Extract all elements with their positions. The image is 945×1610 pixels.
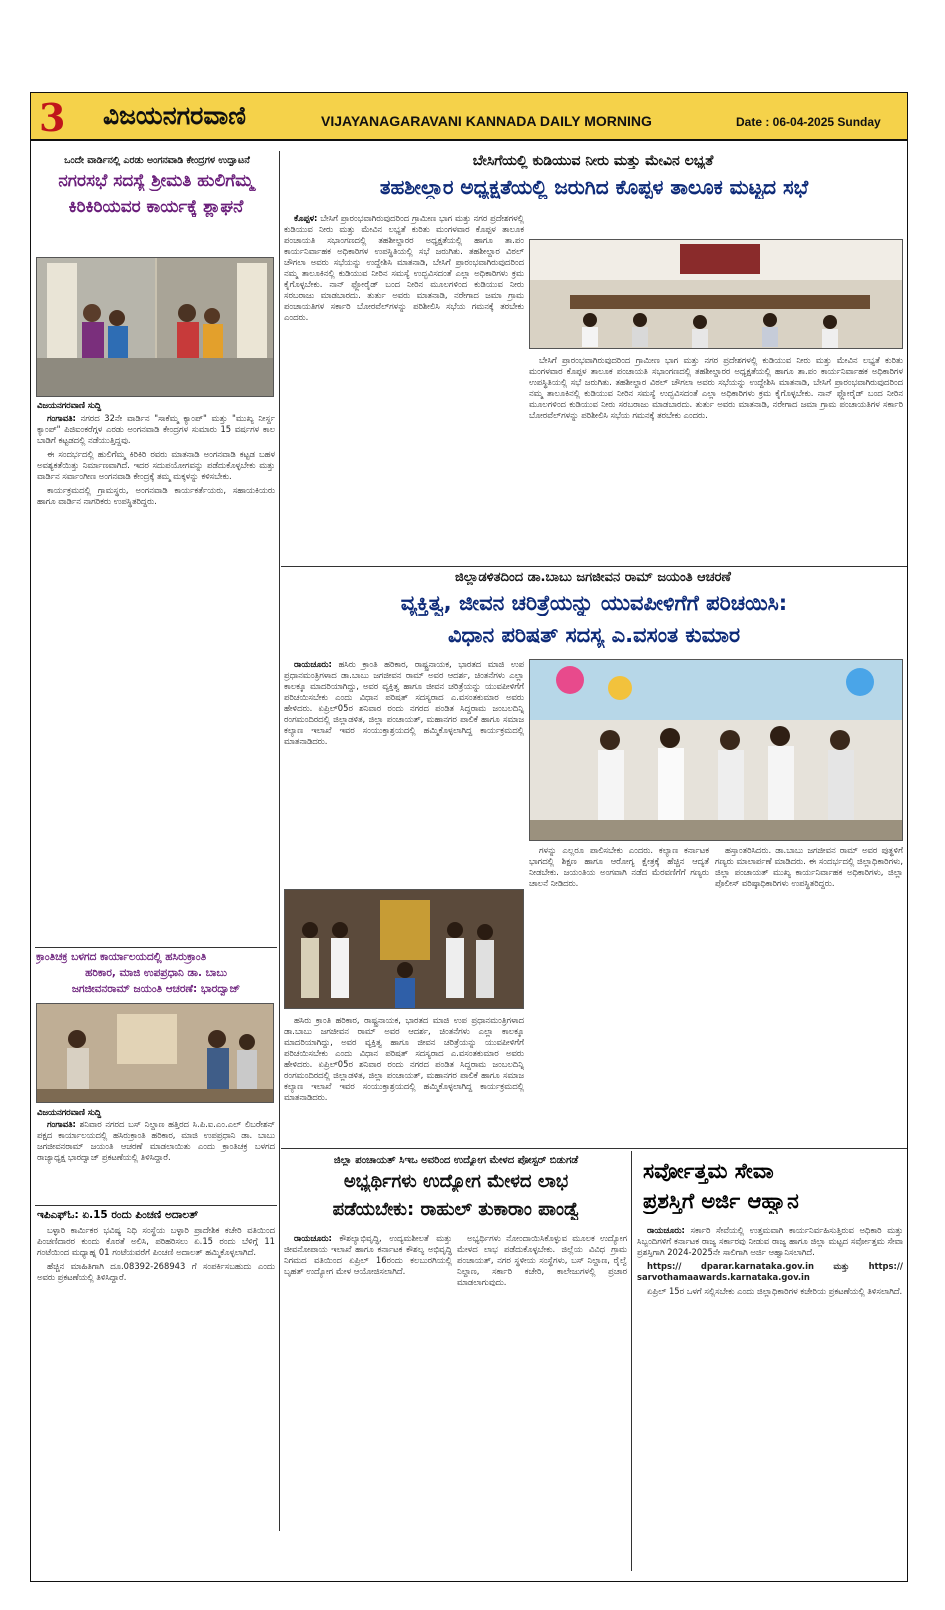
mid-story-body bbox=[284, 659, 524, 881]
row-divider bbox=[281, 1148, 907, 1149]
row-divider bbox=[281, 566, 907, 567]
left-story2-headline-1: ಕ್ರಾಂತಿಚಕ್ರ ಬಳಗದ ಕಾರ್ಯಾಲಯದಲ್ಲಿ ಹಸಿರುಕ್ರಾಂತಿ bbox=[36, 951, 207, 963]
mid-story-headline-1: ವ್ಯಕ್ತಿತ್ವ, ಜೀವನ ಚರಿತ್ರೆಯನ್ನು ಯುವಪೀಳಿಗೆಗೆ ಪರಿಚಯಿಸಿ: bbox=[400, 591, 788, 615]
job-fair-body bbox=[284, 1233, 452, 1563]
procession-photo bbox=[529, 659, 903, 841]
newspaper-page bbox=[30, 92, 908, 1582]
left-story-dateline: ಗಂಗಾವತಿ: bbox=[47, 413, 76, 423]
award-paragraph: ಸರ್ಕಾರಿ ಸೇವೆಯಲ್ಲಿ ಉತ್ತಮವಾಗಿ ಕಾರ್ಯನಿರ್ವಹಿಸುತ್ತಿರುವ ಅಧಿಕಾರಿ ಮತ್ತು ಸಿಬ್ಬಂದಿಗಳಿಗೆ ಕರ್ನಾಟಕ ರಾಜ್ಯ ಸರ್ಕಾರವು ನೀಡುವ ರಾಜ್ಯ ಹಾಗೂ ಜಿಲ್ಲಾ ಮಟ್ಟದ ಸರ್ವೋತ್ತಮ ಸೇವಾ ಪ್ರಶಸ್ತಿಗಾಗಿ 2024-2025ನೇ ಸಾಲಿಗಾಗಿ ಅರ್ಜಿ ಆಹ್ವಾನಿಸಲಾಗಿದೆ. bbox=[637, 1225, 903, 1257]
award-body bbox=[637, 1225, 903, 1565]
award-links: https:// dparar.karnataka.gov.in ಮತ್ತು https:// sarvothamaawards.karnataka.gov.in bbox=[637, 1261, 903, 1282]
top-story-dateline: ಕೊಪ್ಪಳ: bbox=[294, 213, 318, 223]
award-headline-1: ಸರ್ವೋತ್ತಮ ಸೇವಾ bbox=[643, 1159, 774, 1183]
mid-story-headline-2: ವಿಧಾನ ಪರಿಷತ್ ಸದಸ್ಯ ಎ.ವಸಂತ ಕುಮಾರ bbox=[447, 623, 741, 647]
mid-story-col2-paragraph: ಗಳನ್ನು ಎಲ್ಲರೂ ಪಾಲಿಸಬೇಕು ಎಂದರು. ಕಲ್ಯಾಣ ಕರ್ನಾಟಕ ಭಾಗದಲ್ಲಿ ಶಿಕ್ಷಣ ಹಾಗೂ ಆರೋಗ್ಯ ಕ್ಷೇತ್ರಕ್ಕೆ ಹೆಚ್ಚಿನ ಆದ್ಯತೆ ನೀಡಬೇಕು. ಜಯಂತಿಯ ಅಂಗವಾಗಿ ನಡೆದ ಮೆರವಣಿಗೆಗೆ ಗಣ್ಯರು ಚಾಲನೆ ನೀಡಿದರು. bbox=[529, 845, 709, 888]
mid-story-kicker: ಜಿಲ್ಲಾಡಳಿತದಿಂದ ಡಾ.ಬಾಬು ಜಗಜೀವನ ರಾಮ್ ಜಯಂತಿ ಆಚರಣೆ bbox=[455, 570, 731, 585]
left-story2-paragraph: ಶನಿವಾರ ನಗರದ ಬಸ್ ನಿಲ್ದಾಣ ಹತ್ತಿರದ ಸಿ.ಪಿ.ಐ.ಎಂ.ಎಲ್ ಲಿಬರೇಶನ್ ಪಕ್ಷದ ಕಾರ್ಯಾಲಯದಲ್ಲಿ ಹಸಿರುಕ್ರಾಂತಿ ಹರಿಕಾರ, ಮಾಜಿ ಉಪಪ್ರಧಾನಿ ಡಾ. ಬಾಬು ಜಗಜೀವನರಾಮ್ ಜಯಂತಿ ಆಚರಣೆ ಮಾಡಲಾಯಿತು ಎಂದು ಕ್ರಾಂತಿಚಕ್ರ ಬಳಗದ ರಾಜ್ಯಾಧ್ಯಕ್ಷ ಭಾರದ್ವಾಜ್ ಪ್ರಕಟಣೆಯಲ್ಲಿ ತಿಳಿಸಿದ್ದಾರೆ. bbox=[37, 1119, 275, 1162]
left-story-paragraph: ಈ ಸಂದರ್ಭದಲ್ಲಿ ಹುಲಿಗೆಮ್ಮ ಕಿರಿಕಿರಿ ರವರು ಮಾತನಾಡಿ ಅಂಗನವಾಡಿ ಕಟ್ಟಡ ಬಹಳ ಅವಶ್ಯಕತೆಯಿತ್ತು ನಿರ್ಮಾಣವಾಗಿದೆ. ಇದರ ಸದುಪಯೋಗವನ್ನು ಪಡೆದುಕೊಳ್ಳಬೇಕು ಮತ್ತು ವಾರ್ಡಿನ ಸರ್ವಾಂಗೀಣ ಅಂಗನವಾಡಿ ಕೇಂದ್ರಕ್ಕೆ ತಮ್ಮ ಮಕ್ಕಳನ್ನು ಕಳಿಸಬೇಕು. bbox=[37, 449, 275, 481]
row-divider bbox=[35, 947, 277, 948]
top-story-body bbox=[284, 213, 524, 563]
job-fair-body-2 bbox=[457, 1233, 627, 1563]
top-story-continued bbox=[529, 355, 903, 561]
left-story2-body bbox=[37, 1119, 275, 1199]
mid-story-column-2 bbox=[529, 845, 709, 1145]
top-story-paragraph: ಬೇಸಿಗೆ ಪ್ರಾರಂಭವಾಗಿರುವುದರಿಂದ ಗ್ರಾಮೀಣ ಭಾಗ ಮತ್ತು ನಗರ ಪ್ರದೇಶಗಳಲ್ಲಿ ಕುಡಿಯುವ ನೀರು ಮತ್ತು ಮೇವಿನ ಲಭ್ಯತೆ ಕುರಿತು ಮಂಗಳವಾರ ಕೊಪ್ಪಳ ತಾಲೂಕ ಪಂಚಾಯತಿ ಸಭಾಂಗಣದಲ್ಲಿ ತಹಶೀಲ್ದಾರರ ಅಧ್ಯಕ್ಷತೆಯಲ್ಲಿ ಹಾಗೂ ತಾ.ಪಂ ಕಾರ್ಯನಿರ್ವಾಹಕ ಅಧಿಕಾರಿಗಳ ಉಪಸ್ಥಿತಿಯಲ್ಲಿ ಸಭೆ ಜರುಗಿತು. ತಹಶೀಲ್ದಾರ ವಿಠಲ್ ಚೌಗಲಾ ಅವರು ಸಭೆಯನ್ನು ಉದ್ದೇಶಿಸಿ ಮಾತನಾಡಿ, ಬೇಸಿಗೆ ಪ್ರಾರಂಭವಾಗಿರುವುದರಿಂದ ನಮ್ಮ ತಾಲೂಕಿನಲ್ಲಿ ಕುಡಿಯುವ ನೀರಿನ ಸಮಸ್ಯೆ ಉದ್ಭವಿಸದಂತೆ ಎಲ್ಲಾ ಅಧಿಕಾರಿಗಳು ಕ್ರಮ ಕೈಗೊಳ್ಳಬೇಕು. ನಾನ್ ಫ್ಲೋರೈಡ್ ಬಂದ ನೀರಿನ ಮೂಲಗಳಿಂದ ಕುಡಿಯುವ ನೀರು ಸರಬರಾಜು ಮಾಡಬಾರದು. ತುರ್ತು ಅವರು ಮಾತನಾಡಿ, ನರೇಗಾದ ಜಮಾ ಗ್ರಾಮ ಪಂಚಾಯತಿಗಳ ಸರ್ಕಾರಿ ಬೋರವೆಲ್‌ಗಳನ್ನು ಪರಿಶೀಲಿಸಿ ಸಭೆಯ ಗಮನಕ್ಕೆ ತರಬೇಕು ಎಂದರು. bbox=[284, 213, 524, 322]
job-fair-headline-1: ಅಭ್ಯರ್ಥಿಗಳು ಉದ್ಯೋಗ ಮೇಳದ ಲಾಭ bbox=[343, 1171, 569, 1192]
left-story-body bbox=[37, 413, 275, 873]
left-story-headline-2: ಕಿರಿಕಿರಿಯವರ ಕಾರ್ಯಕ್ಕೆ ಶ್ಲಾಘನೆ bbox=[68, 197, 244, 217]
award-dateline: ರಾಯಚೂರು: bbox=[647, 1225, 685, 1235]
meeting-photo bbox=[529, 239, 903, 349]
job-fair-dateline: ರಾಯಚೂರು: bbox=[294, 1233, 332, 1243]
adalat-headline: ಇಪಿಎಫ್ಓ: ಏ.15 ರಂದು ಪಿಂಚಣಿ ಅದಾಲತ್ bbox=[37, 1209, 199, 1221]
left-story2-dateline: ಗಂಗಾವತಿ: bbox=[47, 1119, 76, 1129]
job-fair-kicker: ಜಿಲ್ಲಾ ಪಂಚಾಯತ್ ಸಿಇಒ ಅವರಿಂದ ಉದ್ಯೋಗ ಮೇಳದ ಪೋಸ್ಟರ್ ಬಿಡುಗಡೆ bbox=[333, 1155, 579, 1166]
top-story-headline: ತಹಶೀಲ್ದಾರ ಅಧ್ಯಕ್ಷತೆಯಲ್ಲಿ ಜರುಗಿದ ಕೊಪ್ಪಳ ತಾಲೂಕ ಮಟ್ಟದ ಸಭೆ bbox=[379, 175, 809, 199]
left-story-kicker: ಒಂದೇ ವಾರ್ಡಿನಲ್ಲಿ ಎರಡು ಅಂಗನವಾಡಿ ಕೇಂದ್ರಗಳ ಉದ್ಘಾಟನೆ bbox=[64, 155, 250, 166]
column-divider bbox=[279, 151, 280, 1531]
masthead bbox=[31, 93, 907, 141]
mid-story-paragraph-2: ಹಸಿರು ಕ್ರಾಂತಿ ಹರಿಕಾರ, ರಾಷ್ಟ್ರನಾಯಕ, ಭಾರತದ ಮಾಜಿ ಉಪ ಪ್ರಧಾನಮಂತ್ರಿಗಳಾದ ಡಾ.ಬಾಬು ಜಗಜೀವನ ರಾಮ್ ಅವರ ಆದರ್ಶ, ಚಿಂತನೆಗಳು ಎಲ್ಲಾ ಕಾಲಕ್ಕೂ ಮಾದರಿಯಾಗಿದ್ದು, ಅವರ ವ್ಯಕ್ತಿತ್ವ ಹಾಗೂ ಜೀವನ ಚರಿತ್ರೆಯನ್ನು ಯುವಪೀಳಿಗೆಗೆ ಪರಿಚಯಿಸಬೇಕು ಎಂದು ವಿಧಾನ ಪರಿಷತ್ ಸದಸ್ಯರಾದ ಎ.ವಸಂತಕುಮಾರ ಅವರು ಹೇಳಿದರು. ಏಪ್ರಿಲ್05ರ ಶನಿವಾರ ರಂದು ನಗರದ ಪಂಡಿತ ಸಿದ್ದರಾಮ ಜಂಬಲದಿನ್ನಿ ರಂಗಮಂದಿರದಲ್ಲಿ ಜಿಲ್ಲಾಡಳಿತ, ಜಿಲ್ಲಾ ಪಂಚಾಯತ್, ಮಹಾನಗರ ಪಾಲಿಕೆ ಹಾಗೂ ಸಮಾಜ ಕಲ್ಯಾಣ ಇಲಾಖೆ ಇವರ ಸಂಯುಕ್ತಾಶ್ರಯದಲ್ಲಿ ಹಮ್ಮಿಕೊಳ್ಳಲಾಗಿದ್ದ ಕಾರ್ಯಕ್ರಮದಲ್ಲಿ ಮಾತನಾಡಿದರು. bbox=[284, 1015, 524, 1102]
adalat-body bbox=[37, 1225, 275, 1345]
mid-story-col3-paragraph: ಹಸ್ತಾಂತರಿಸಿದರು. ಡಾ.ಬಾಬು ಜಗಜೀವನ ರಾಮ್ ಅವರ ಪುತ್ಥಳಿಗೆ ಗಣ್ಯರು ಮಾಲಾರ್ಪಣೆ ಮಾಡಿದರು. ಈ ಸಂದರ್ಭದಲ್ಲಿ ಜಿಲ್ಲಾಧಿಕಾರಿಗಳು, ಜಿಲ್ಲಾ ಪಂಚಾಯತ್ ಮುಖ್ಯ ಕಾರ್ಯನಿರ್ವಾಹಕ ಅಧಿಕಾರಿಗಳು, ಜಿಲ್ಲಾ ಪೊಲೀಸ್ ವರಿಷ್ಠಾಧಿಕಾರಿಗಳು ಉಪಸ್ಥಿತರಿದ್ದರು. bbox=[715, 845, 903, 888]
row-divider bbox=[35, 1205, 277, 1206]
masthead-date: Date : 06-04-2025 Sunday bbox=[736, 115, 881, 129]
left-story2-source: ವಿಜಯನಗರವಾಣಿ ಸುದ್ದಿ bbox=[37, 1107, 102, 1117]
left-story-paragraph: ನಗರದ 32ನೇ ವಾರ್ಡಿನ "ಸಾಕೆಮ್ಮ ಕ್ಯಾಂಪ್" ಮತ್ತು "ಮುಖ್ಯ ನೀರ್ಸ್ದ ಕ್ಯಾಂಪ್" ಪಿಜಿಐಂಕರೆಗ್ಗಳ ಎರಡು ಅಂಗನವಾಡಿ ಕೇಂದ್ರಗಳ ಸುಮಾರು 15 ವರ್ಷಗಳ ಕಾಲ ಬಾಡಿಗೆ ಕಟ್ಟಡದಲ್ಲಿ ನಡೆಯುತ್ತಿದ್ದವು. bbox=[37, 413, 275, 445]
award-headline-2: ಪ್ರಶಸ್ತಿಗೆ ಅರ್ಜಿ ಆಹ್ವಾನ bbox=[643, 1189, 799, 1213]
mid-story-column-3 bbox=[715, 845, 903, 1145]
page-number: 3 bbox=[39, 95, 66, 140]
adalat-phone: ಹೆಚ್ಚಿನ ಮಾಹಿತಿಗಾಗಿ ದೂ.08392-268943 ಗೆ ಸಂಪರ್ಕಿಸಬಹುದು ಎಂದು ಅವರು ಪ್ರಕಟಣೆಯಲ್ಲಿ ತಿಳಿಸಿದ್ದಾರೆ. bbox=[37, 1261, 275, 1282]
masthead-title: ವಿಜಯನಗರವಾಣಿ bbox=[103, 101, 246, 130]
column-divider bbox=[631, 1151, 632, 1571]
mid-story-dateline: ರಾಯಚೂರು: bbox=[294, 659, 332, 669]
top-story-paragraph-2: ಬೇಸಿಗೆ ಪ್ರಾರಂಭವಾಗಿರುವುದರಿಂದ ಗ್ರಾಮೀಣ ಭಾಗ ಮತ್ತು ನಗರ ಪ್ರದೇಶಗಳಲ್ಲಿ ಕುಡಿಯುವ ನೀರು ಮತ್ತು ಮೇವಿನ ಲಭ್ಯತೆ ಕುರಿತು ಮಂಗಳವಾರ ಕೊಪ್ಪಳ ತಾಲೂಕ ಪಂಚಾಯತಿ ಸಭಾಂಗಣದಲ್ಲಿ ತಹಶೀಲ್ದಾರರ ಅಧ್ಯಕ್ಷತೆಯಲ್ಲಿ ಹಾಗೂ ತಾ.ಪಂ ಕಾರ್ಯನಿರ್ವಾಹಕ ಅಧಿಕಾರಿಗಳ ಉಪಸ್ಥಿತಿಯಲ್ಲಿ ಸಭೆ ಜರುಗಿತು. ತಹಶೀಲ್ದಾರ ವಿಠಲ್ ಚೌಗಲಾ ಅವರು ಸಭೆಯನ್ನು ಉದ್ದೇಶಿಸಿ ಮಾತನಾಡಿ, ಬೇಸಿಗೆ ಪ್ರಾರಂಭವಾಗಿರುವುದರಿಂದ ನಮ್ಮ ತಾಲೂಕಿನಲ್ಲಿ ಕುಡಿಯುವ ನೀರಿನ ಸಮಸ್ಯೆ ಉದ್ಭವಿಸದಂತೆ ಎಲ್ಲಾ ಅಧಿಕಾರಿಗಳು ಕ್ರಮ ಕೈಗೊಳ್ಳಬೇಕು. ನಾನ್ ಫ್ಲೋರೈಡ್ ಬಂದ ನೀರಿನ ಮೂಲಗಳಿಂದ ಕುಡಿಯುವ ನೀರು ಸರಬರಾಜು ಮಾಡಬಾರದು. ತುರ್ತು ಅವರು ಮಾತನಾಡಿ, ನರೇಗಾದ ಜಮಾ ಗ್ರಾಮ ಪಂಚಾಯತಿಗಳ ಸರ್ಕಾರಿ ಬೋರವೆಲ್‌ಗಳನ್ನು ಪರಿಶೀಲಿಸಿ ಸಭೆಯ ಗಮನಕ್ಕೆ ತರಬೇಕು ಎಂದರು. bbox=[529, 355, 903, 420]
inauguration-photo bbox=[36, 257, 274, 397]
job-fair-paragraph: ಕೌಶಲ್ಯಾಭಿವೃದ್ಧಿ, ಉದ್ಯಮಶೀಲತೆ ಮತ್ತು ಜೀವನೋಪಾಯ ಇಲಾಖೆ ಹಾಗೂ ಕರ್ನಾಟಕ ಕೌಶಲ್ಯ ಅಭಿವೃದ್ಧಿ ನಿಗಮದ ವತಿಯಿಂದ ಏಪ್ರಿಲ್ 16ರಂದು ಕಲಬುರಗಿಯಲ್ಲಿ ಬೃಹತ್ ಉದ್ಯೋಗ ಮೇಳ ಆಯೋಜಿಸಲಾಗಿದೆ. bbox=[284, 1233, 452, 1276]
left-story-paragraph: ಕಾರ್ಯಕ್ರಮದಲ್ಲಿ ಗ್ರಾಮಸ್ಥರು, ಅಂಗನವಾಡಿ ಕಾರ್ಯಕರ್ತೆಯರು, ಸಹಾಯಕಿಯರು ಹಾಗೂ ವಾರ್ಡಿನ ನಾಗರಿಕರು ಉಪಸ್ಥಿತರಿದ್ದರು. bbox=[37, 485, 275, 506]
job-fair-paragraph-2: ಅಭ್ಯರ್ಥಿಗಳು ನೋಂದಾಯಿಸಿಕೊಳ್ಳುವ ಮೂಲಕ ಉದ್ಯೋಗ ಮೇಳದ ಲಾಭ ಪಡೆದುಕೊಳ್ಳಬೇಕು. ಜಿಲ್ಲೆಯ ವಿವಿಧ ಗ್ರಾಮ ಪಂಚಾಯತ್, ನಗರ ಸ್ಥಳೀಯ ಸಂಸ್ಥೆಗಳು, ಬಸ್ ನಿಲ್ದಾಣ, ರೈಲ್ವೆ ನಿಲ್ದಾಣ, ಸರ್ಕಾರಿ ಕಚೇರಿ, ಕಾಲೇಜುಗಳಲ್ಲಿ ಪ್ರಚಾರ ಮಾಡಲಾಗುವುದು. bbox=[457, 1233, 627, 1287]
left-story2-headline-2: ಹರಿಕಾರ, ಮಾಜಿ ಉಪಪ್ರಧಾನಿ ಡಾ. ಬಾಬು bbox=[85, 967, 227, 979]
left-story2-headline-3: ಜಗಜೀವನರಾಮ್ ಜಯಂತಿ ಆಚರಣೆ: ಭಾರದ್ವಾಜ್ bbox=[71, 983, 241, 995]
job-fair-headline-2: ಪಡೆಯಬೇಕು: ರಾಹುಲ್ ತುಕಾರಾಂ ಪಾಂಡ್ವೆ bbox=[332, 1199, 580, 1220]
left-story-source: ವಿಜಯನಗರವಾಣಿ ಸುದ್ದಿ bbox=[37, 400, 102, 410]
felicitation-photo bbox=[284, 889, 524, 1009]
left-story-headline-1: ನಗರಸಭೆ ಸದಸ್ಯೆ ಶ್ರೀಮತಿ ಹುಲಿಗೆಮ್ಮ bbox=[58, 171, 254, 191]
masthead-english-title: VIJAYANAGARAVANI KANNADA DAILY MORNING bbox=[321, 113, 652, 129]
mid-story-paragraph: ಹಸಿರು ಕ್ರಾಂತಿ ಹರಿಕಾರ, ರಾಷ್ಟ್ರನಾಯಕ, ಭಾರತದ ಮಾಜಿ ಉಪ ಪ್ರಧಾನಮಂತ್ರಿಗಳಾದ ಡಾ.ಬಾಬು ಜಗಜೀವನ ರಾಮ್ ಅವರ ಆದರ್ಶ, ಚಿಂತನೆಗಳು ಎಲ್ಲಾ ಕಾಲಕ್ಕೂ ಮಾದರಿಯಾಗಿದ್ದು, ಅವರ ವ್ಯಕ್ತಿತ್ವ ಹಾಗೂ ಜೀವನ ಚರಿತ್ರೆಯನ್ನು ಯುವಪೀಳಿಗೆಗೆ ಪರಿಚಯಿಸಬೇಕು ಎಂದು ವಿಧಾನ ಪರಿಷತ್ ಸದಸ್ಯರಾದ ಎ.ವಸಂತಕುಮಾರ ಅವರು ಹೇಳಿದರು. ಏಪ್ರಿಲ್05ರ ಶನಿವಾರ ರಂದು ನಗರದ ಪಂಡಿತ ಸಿದ್ದರಾಮ ಜಂಬಲದಿನ್ನಿ ರಂಗಮಂದಿರದಲ್ಲಿ ಜಿಲ್ಲಾಡಳಿತ, ಜಿಲ್ಲಾ ಪಂಚಾಯತ್, ಮಹಾನಗರ ಪಾಲಿಕೆ ಹಾಗೂ ಸಮಾಜ ಕಲ್ಯಾಣ ಇಲಾಖೆ ಇವರ ಸಂಯುಕ್ತಾಶ್ರಯದಲ್ಲಿ ಹಮ್ಮಿಕೊಳ್ಳಲಾಗಿದ್ದ ಕಾರ್ಯಕ್ರಮದಲ್ಲಿ ಮಾತನಾಡಿದರು. bbox=[284, 659, 524, 746]
mid-story-column-1-lower bbox=[284, 1015, 524, 1145]
top-story-kicker: ಬೇಸಿಗೆಯಲ್ಲಿ ಕುಡಿಯುವ ನೀರು ಮತ್ತು ಮೇವಿನ ಲಭ್ಯತೆ bbox=[472, 153, 714, 169]
adalat-paragraph: ಬಳ್ಳಾರಿ ಕಾರ್ಮಿಕರ ಭವಿಷ್ಯ ನಿಧಿ ಸಂಸ್ಥೆಯ ಬಳ್ಳಾರಿ ಪ್ರಾದೇಶಿಕ ಕಚೇರಿ ವತಿಯಿಂದ ಪಿಂಚಣಿದಾರರ ಕುಂದು ಕೊರತೆ ಅಲಿಸಿ, ಪರಿಹರಿಸಲು ಏ.15 ರಂದು ಬೆಳಿಗ್ಗೆ 11 ಗಂಟೆಯಿಂದ ಮಧ್ಯಾಹ್ನ 01 ಗಂಟೆಯವರೆಗೆ ಪಿಂಚಣಿ ಅದಾಲತ್ ಹಮ್ಮಿಕೊಳ್ಳಲಾಗಿದೆ. bbox=[37, 1225, 275, 1257]
jayanti-office-photo bbox=[36, 1003, 274, 1103]
award-paragraph-2: ಏಪ್ರಿಲ್ 15ರ ಒಳಗೆ ಸಲ್ಲಿಸಬೇಕು ಎಂದು ಜಿಲ್ಲಾಧಿಕಾರಿಗಳ ಕಚೇರಿಯ ಪ್ರಕಟಣೆಯಲ್ಲಿ ತಿಳಿಸಲಾಗಿದೆ. bbox=[647, 1286, 903, 1296]
